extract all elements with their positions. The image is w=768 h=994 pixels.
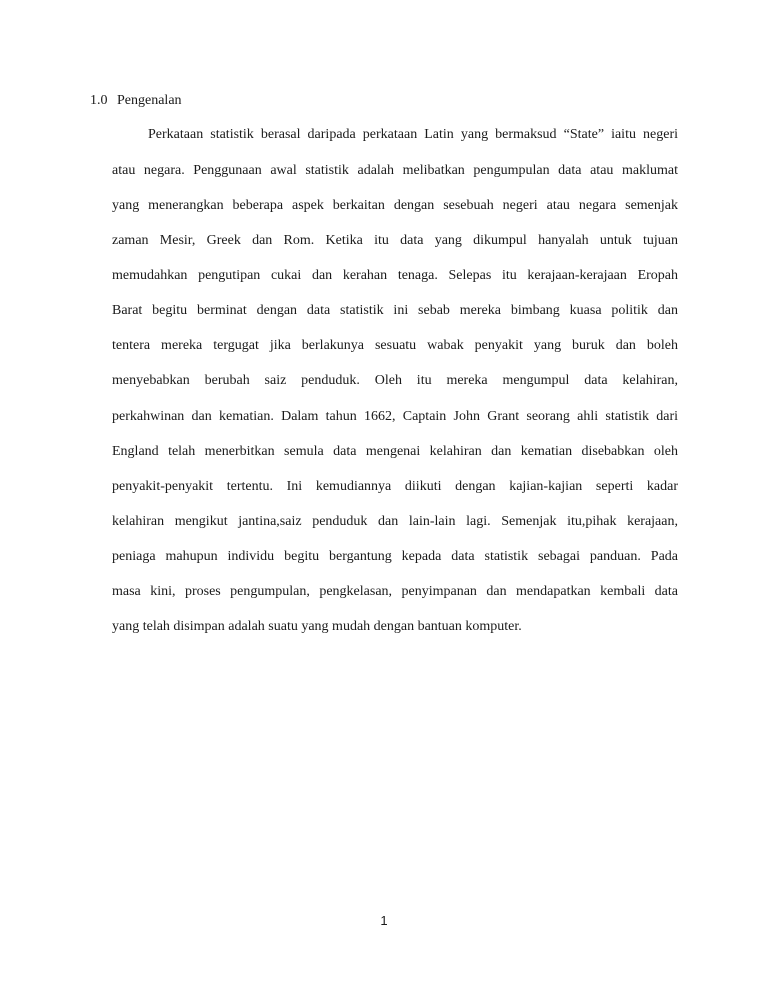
- paragraph-line: penyakit-penyakit tertentu. Ini kemudiannya diikuti dengan kajian-kajian seperti kadar: [112, 479, 678, 494]
- paragraph-line: masa kini, proses pengumpulan, pengkelasan, penyimpanan dan mendapatkan kembali data: [112, 584, 678, 599]
- paragraph-line: England telah menerbitkan semula data mengenai kelahiran dan kematian disebabkan oleh: [112, 444, 678, 459]
- paragraph-line: tentera mereka tergugat jika berlakunya sesuatu wabak penyakit yang buruk dan boleh: [112, 338, 678, 353]
- paragraph-line: kelahiran mengikut jantina,saiz penduduk dan lain-lain lagi. Semenjak itu,pihak kerajaan,: [112, 514, 678, 529]
- paragraph-line: peniaga mahupun individu begitu bergantung kepada data statistik sebagai panduan. Pada: [112, 549, 678, 564]
- section-title: Pengenalan: [117, 93, 182, 108]
- paragraph-line: perkahwinan dan kematian. Dalam tahun 1662, Captain John Grant seorang ahli statistik dari: [112, 409, 678, 424]
- paragraph-line: yang menerangkan beberapa aspek berkaitan dengan sesebuah negeri atau negara semenjak: [112, 198, 678, 213]
- paragraph-line: atau negara. Penggunaan awal statistik adalah melibatkan pengumpulan data atau maklumat: [112, 163, 678, 178]
- section-heading: [90, 92, 182, 110]
- paragraph-line: yang telah disimpan adalah suatu yang mudah dengan bantuan komputer.: [112, 619, 522, 634]
- paragraph-line: memudahkan pengutipan cukai dan kerahan tenaga. Selepas itu kerajaan-kerajaan Eropah: [112, 268, 678, 283]
- paragraph-line: Barat begitu berminat dengan data statistik ini sebab mereka bimbang kuasa politik dan: [112, 303, 678, 318]
- section-number: 1.0: [90, 93, 108, 108]
- paragraph-line: menyebabkan berubah saiz penduduk. Oleh itu mereka mengumpul data kelahiran,: [112, 373, 678, 388]
- paragraph-line: zaman Mesir, Greek dan Rom. Ketika itu data yang dikumpul hanyalah untuk tujuan: [112, 233, 678, 248]
- paragraph-line: Perkataan statistik berasal daripada perkataan Latin yang bermaksud “State” iaitu negeri: [148, 127, 678, 142]
- page-number: 1: [380, 913, 388, 928]
